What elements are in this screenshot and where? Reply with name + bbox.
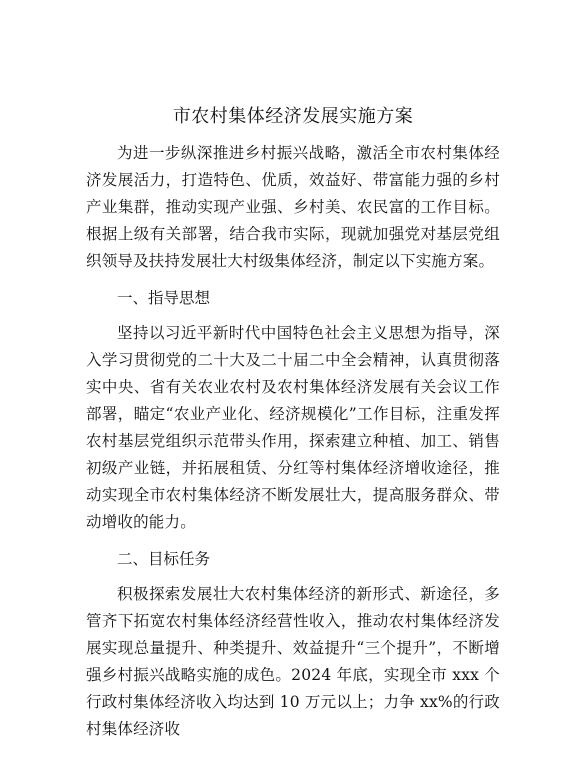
goals-paragraph: 积极探索发展壮大农村集体经济的新形式、新途径，多管齐下拓宽农村集体经济经营性收入，推动农村集体经济发展实现总量提升、种类提升、效益提升“三个提升”，不断增强乡村振兴战略实施的成色。2024 年底，实现全市 xxx 个行政村集体经济收入均达到 10 万元以上；力争 xx%的行政村集体经济收 xyxy=(86,585,500,738)
section-heading-guiding-ideology: 一、指导思想 xyxy=(117,289,211,307)
guiding-ideology-paragraph: 坚持以习近平新时代中国特色社会主义思想为指导，深入学习贯彻党的二十大及二十届二中全会精神，认真贯彻落实中央、省有关农业农村及农村集体经济发展有关会议工作部署，瞄定“农业产业化、经济规模化”工作目标，注重发挥农村基层党组织示范带头作用，探索建立种植、加工、销售初级产业链，并拓展租赁、分红等村集体经济增收途径，推动实现全市农村集体经济不断发展壮大，提高服务群众、带动增收的能力。 xyxy=(86,324,500,531)
section-heading-goals: 二、目标任务 xyxy=(117,550,211,568)
document-body xyxy=(86,140,500,743)
intro-paragraph: 为进一步纵深推进乡村振兴战略，激活全市农村集体经济发展活力，打造特色、优质，效益好、带富能力强的乡村产业集群，推动实现产业强、乡村美、农民富的工作目标。根据上级有关部署，结合我市实际，现就加强党对基层党组织领导及扶持发展壮大村级集体经济，制定以下实施方案。 xyxy=(86,144,500,270)
document-title: 市农村集体经济发展实施方案 xyxy=(172,106,414,127)
